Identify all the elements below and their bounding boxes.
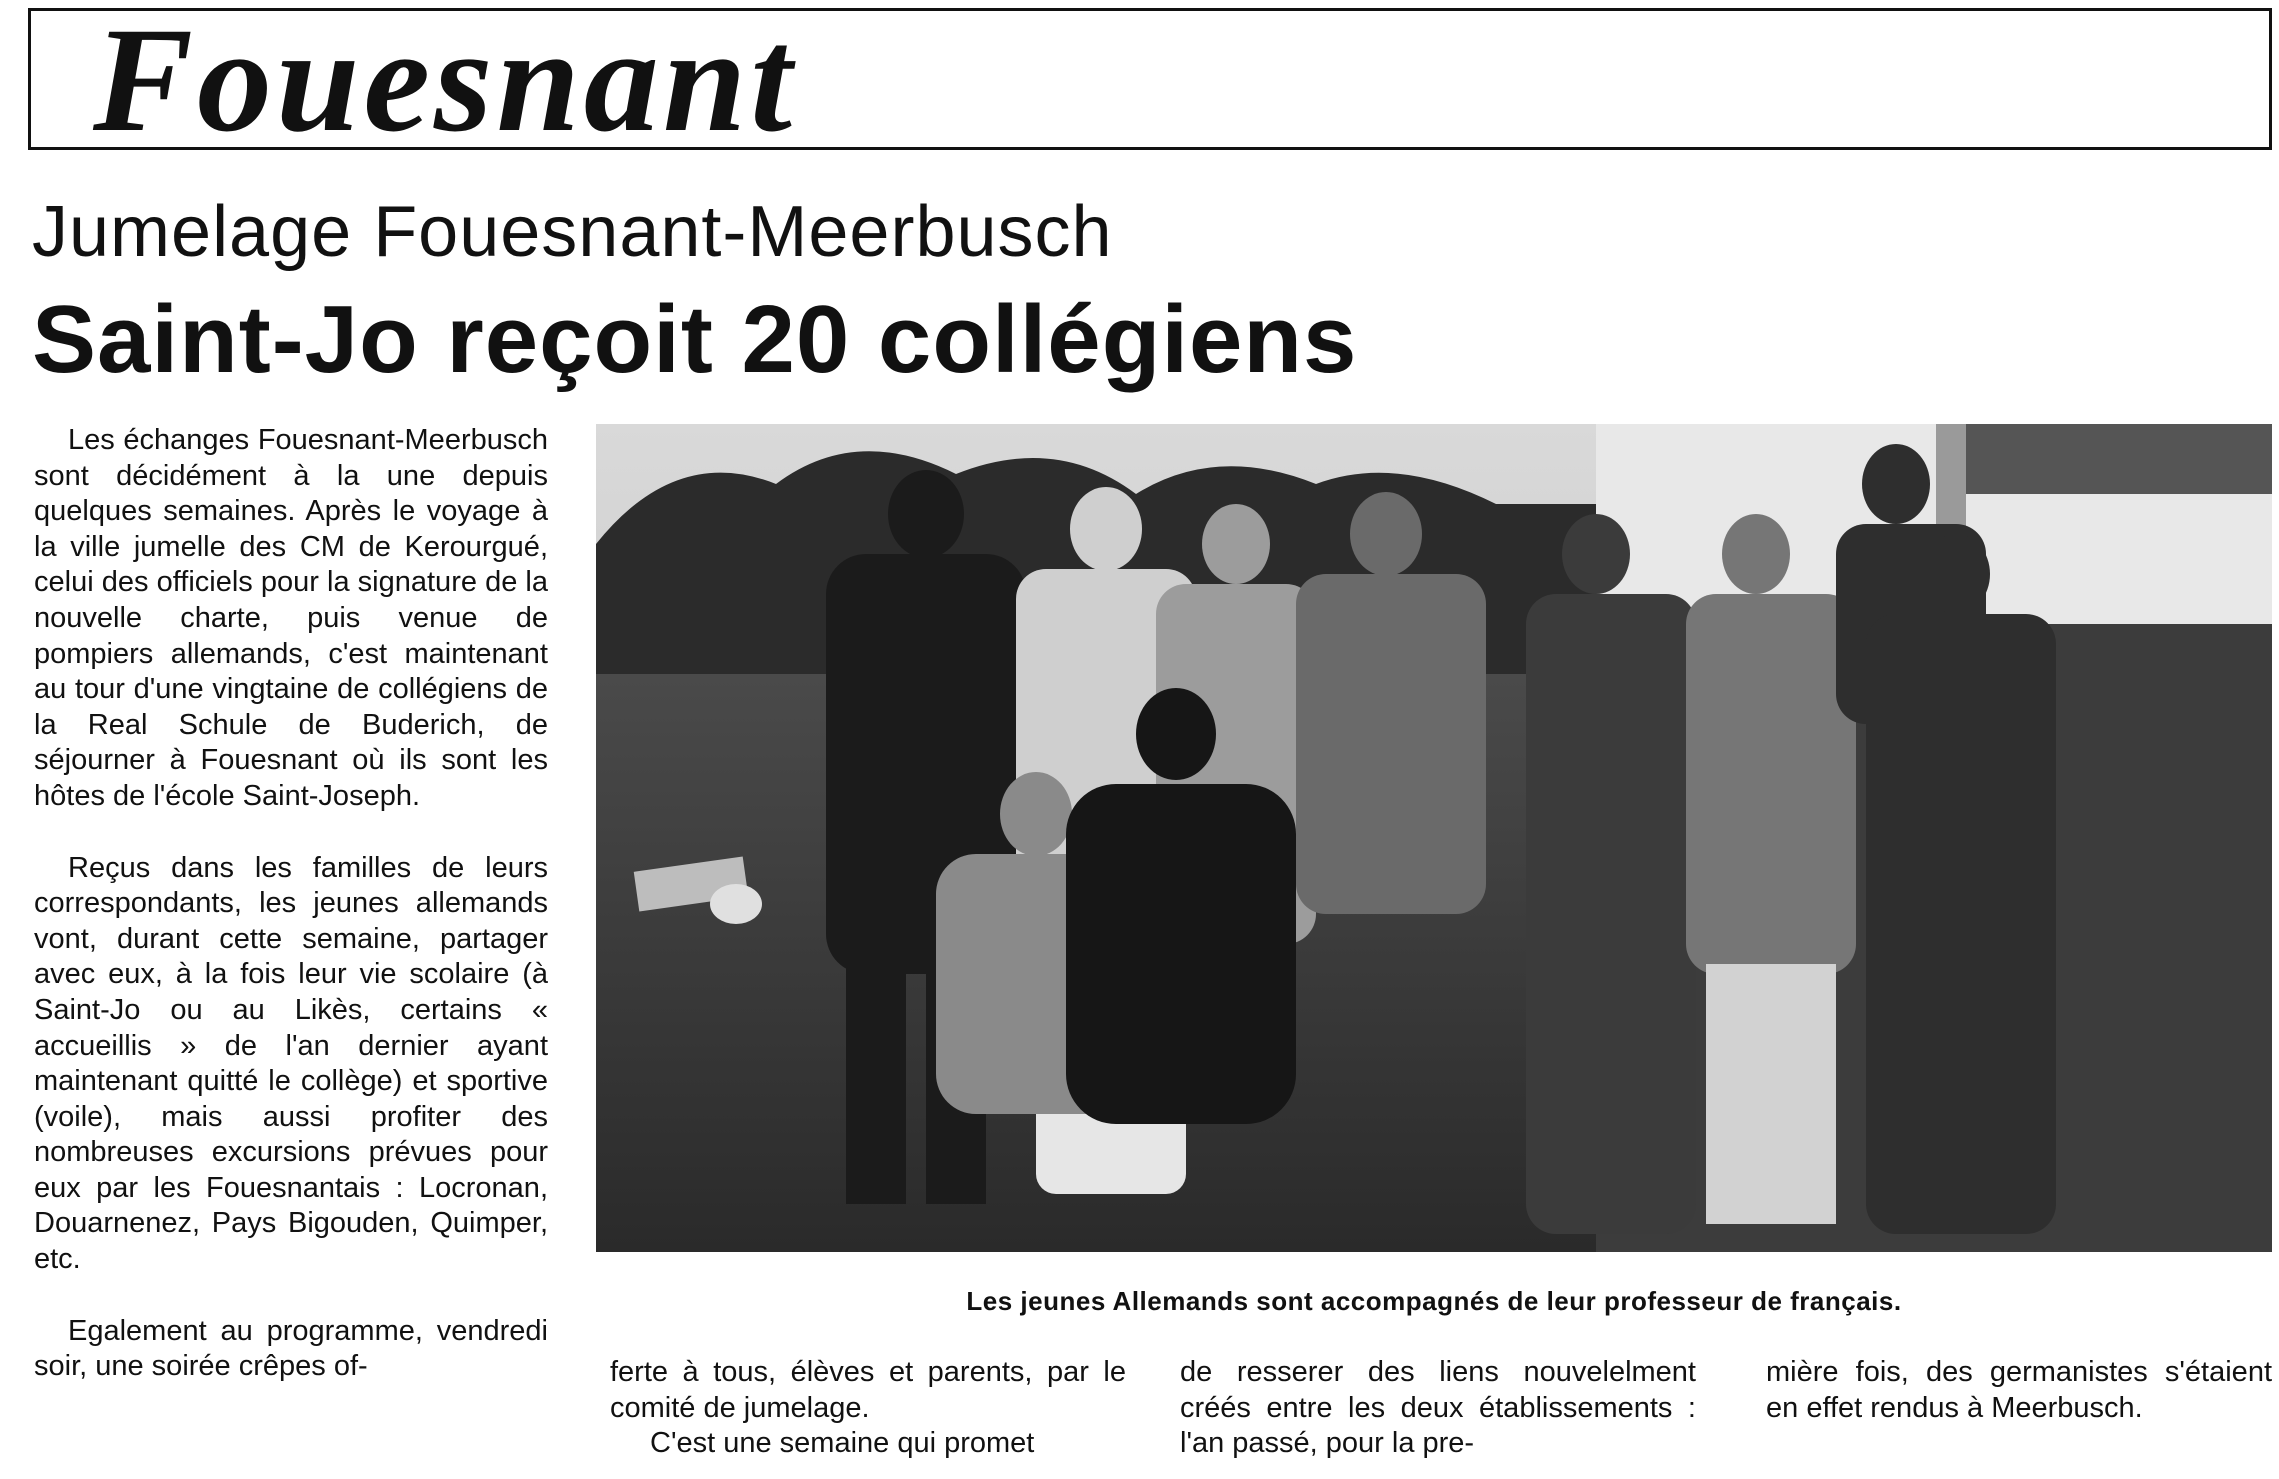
paragraph: de resserer des liens nouvelelment créés entre les deux établissements : l'an passé, pour la pre-: [1180, 1356, 1696, 1460]
masthead-box: [28, 0, 2272, 163]
paragraph: C'est une semaine qui promet: [650, 1427, 1035, 1460]
paragraph: ferte à tous, élèves et parents, par le comité de jumelage.: [610, 1356, 1126, 1424]
paragraph: Les échanges Fouesnant-Meerbusch sont décidément à la une depuis quelques semaines. Après le voyage à la ville jumelle des CM de Kerourgué, celui des officiels pour la signature de la nouvelle charte, puis venue de pompiers allemands, c'est maintenant au tour d'une vingtaine de collégiens de la Real Schule de Buderich, de séjourner à Fouesnant où ils sont les hôtes de l'école Saint-Joseph.: [34, 424, 548, 812]
paragraph: mière fois, des germanistes s'étaient en effet rendus à Meerbusch.: [1766, 1356, 2272, 1424]
article-column-1: [34, 423, 548, 1385]
group-photo: [596, 424, 2272, 1252]
photo-illustration: [596, 424, 2272, 1252]
article-column-3: [1180, 1355, 1696, 1462]
photo-caption: Les jeunes Allemands sont accompagnés de leur professeur de français.: [966, 1286, 1902, 1316]
article-column-4: [1766, 1355, 2272, 1426]
article-headline: Saint-Jo reçoit 20 collégiens: [32, 286, 1358, 393]
article-column-2: [610, 1355, 1126, 1462]
paragraph: Reçus dans les familles de leurs correspondants, les jeunes allemands vont, durant cette semaine, partager avec eux, à la fois leur vie scolaire (à Saint-Jo ou au Likès, certains « accueillis » de l'an dernier ayant maintenant quitté le collège) et sportive (voile), mais aussi profiter des nombreuses excursions prévues pour eux par les Fouesnantais : Locronan, Douarnenez, Pays Bigouden, Quimper, etc.: [34, 851, 548, 1276]
paragraph: Egalement au programme, vendredi soir, une soirée crêpes of-: [34, 1314, 548, 1383]
masthead-title: Fouesnant: [93, 0, 796, 163]
article-kicker: Jumelage Fouesnant-Meerbusch: [32, 192, 1113, 272]
